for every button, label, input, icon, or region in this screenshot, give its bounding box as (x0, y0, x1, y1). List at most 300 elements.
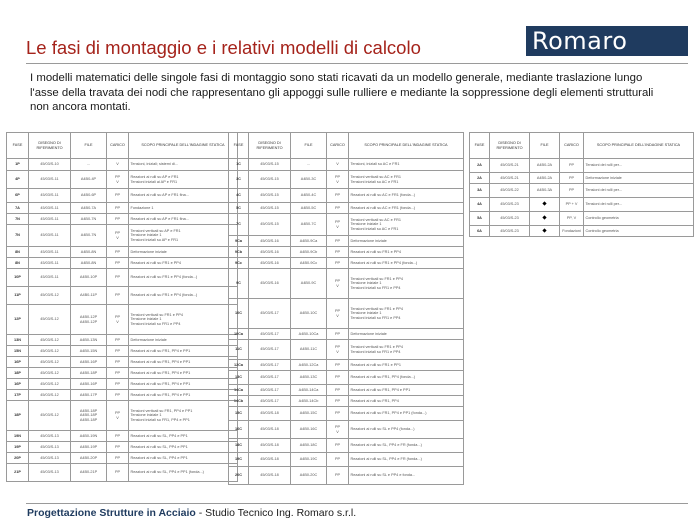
table-row (7, 269, 238, 287)
cell-drawing: 45/03/S-13 (29, 464, 71, 482)
cell-file: A4B0-10C (291, 299, 327, 329)
cell-purpose: Tensioni dei rulli per... (584, 184, 694, 198)
cell-drawing: 45/03/S-12 (29, 335, 71, 346)
table-row (7, 335, 238, 346)
cell-drawing: 45/03/S-12 (29, 357, 71, 368)
header-file: FILE (291, 133, 327, 159)
cell-purpose: Tensioni dei rulli per... (584, 159, 694, 173)
cell-drawing: 45/03/S-12 (29, 346, 71, 357)
cell-load: PP (327, 439, 349, 453)
cell-fase: 11C (229, 340, 249, 360)
table-row (7, 442, 238, 453)
cell-purpose: Tensioni verticali su AP e FR1 Tensione iniziale 1 Tensioni iniziali su AP e FR1 (129, 225, 238, 247)
table-row (229, 340, 464, 360)
cell-purpose: Reazioni ai rulli su FR1, PP4 e PP1 (349, 385, 464, 396)
cell-load: PP (327, 189, 349, 203)
cell-drawing: 45/03/S-17 (249, 340, 291, 360)
cell-file: A4B0-10Ca (291, 329, 327, 340)
cell-fase: 19C (229, 453, 249, 467)
cell-purpose: Deformazione iniziale (129, 247, 238, 258)
cell-purpose: Reazioni ai rulli su FR1, PP4 e PP1 (129, 346, 238, 357)
cell-file: A4B0-11C (291, 340, 327, 360)
cell-load: PP (107, 357, 129, 368)
table-row (229, 171, 464, 189)
cell-file: A4B0-3A (530, 184, 560, 198)
cell-load: PP V (327, 340, 349, 360)
cell-file: A4B0-2A (530, 159, 560, 173)
cell-purpose: Reazioni ai rulli su SL, PP4 e PP1 (129, 442, 238, 453)
header-fase: FASE (229, 133, 249, 159)
table-header-row (470, 133, 694, 159)
cell-drawing: 45/03/S-13 (29, 442, 71, 453)
cell-drawing: 45/03/S-11 (29, 269, 71, 287)
cell-file: ... (291, 159, 327, 171)
cell-drawing: 45/03/S-13 (29, 453, 71, 464)
table-row (229, 258, 464, 269)
cell-file: A4B0-19N (71, 431, 107, 442)
cell-purpose: Tensioni, iniziali su AC e FR1 (349, 159, 464, 171)
cell-load: PP V (327, 421, 349, 439)
cell-load: PP (327, 467, 349, 485)
page-title: Le fasi di montaggio e i relativi modelli di calcolo (26, 37, 421, 58)
cell-drawing: 45/03/S-11 (29, 258, 71, 269)
cell-load: PP (107, 379, 129, 390)
cell-purpose: Reazioni ai rulli su AC e FR1 (fonda...) (349, 203, 464, 214)
cell-load: PP (107, 346, 129, 357)
cell-file: A4B0-4P (71, 171, 107, 189)
header-fase: FASE (7, 133, 29, 159)
cell-fase: 13C (229, 371, 249, 385)
cell-load: PP (327, 396, 349, 407)
table-row (7, 390, 238, 401)
cell-file: A4B0-16P (71, 357, 107, 368)
cell-file: A4B0-15C (291, 407, 327, 421)
cell-fase: 15C (229, 407, 249, 421)
footer-title: Progettazione Strutture in Acciaio (27, 507, 196, 519)
table-row (229, 421, 464, 439)
cell-drawing: 45/03/S-23 (490, 226, 530, 237)
cell-purpose: Reazioni ai rulli su SL, PP4 e FR (fonda...) (349, 453, 464, 467)
table-row (7, 225, 238, 247)
table-row (229, 159, 464, 171)
cell-fase: 20P (7, 453, 29, 464)
cell-load: PP V (327, 299, 349, 329)
cell-file (530, 212, 560, 226)
cell-drawing: 45/03/S-17 (249, 329, 291, 340)
cell-load: PP V (107, 401, 129, 431)
cell-load: PP V (107, 225, 129, 247)
header-purpose: SCOPO PRINCIPALE DELL'INDAGINE STATICA (129, 133, 238, 159)
table-row (7, 189, 238, 203)
cell-fase: 5C (229, 203, 249, 214)
cell-purpose: Reazioni ai rulli su FR1, PP4 (fonda...) (349, 371, 464, 385)
cell-fase: 7C (229, 214, 249, 236)
cell-fase: 4P (7, 171, 29, 189)
cell-fase: 2A (470, 173, 490, 184)
header-drawing: DISEGNO DI RIFERIMENTO (249, 133, 291, 159)
cell-file: A4B0-15N (71, 346, 107, 357)
table-row (7, 247, 238, 258)
cell-load: PP (327, 371, 349, 385)
table-row (7, 171, 238, 189)
cell-load: PP (107, 203, 129, 214)
cell-drawing: 45/03/S-12 (29, 390, 71, 401)
cell-fase: 9C (229, 269, 249, 299)
header-load: CARICO (107, 133, 129, 159)
cell-fase: 13N (7, 335, 29, 346)
cell-load: PP (327, 247, 349, 258)
cell-purpose: Reazioni ai rulli su FR1, PP4 e PP1 (129, 368, 238, 379)
cell-load: PP (107, 453, 129, 464)
cell-file: A4B0-18C (291, 439, 327, 453)
cell-purpose: Tensioni verticali su FR1 e PP4 Tensioni iniziali su FR1 e PP4 (349, 340, 464, 360)
footer-divider (26, 503, 688, 504)
cell-drawing: 45/03/S-22 (490, 184, 530, 198)
cell-fase: 17P (7, 390, 29, 401)
diamond-icon (542, 228, 546, 232)
cell-purpose: Reazioni ai rulli su AC e FR1 (fonda...) (349, 189, 464, 203)
header-drawing: DISEGNO DI RIFERIMENTO (490, 133, 530, 159)
cell-load: PP (327, 385, 349, 396)
cell-drawing: 45/03/S-18 (249, 453, 291, 467)
cell-purpose: Reazioni ai rulli su FR1, PP4 e PP1 (129, 390, 238, 401)
table-row (7, 464, 238, 482)
cell-load: PP (327, 453, 349, 467)
cell-purpose: Reazioni ai rulli su FR1, PP4 (349, 396, 464, 407)
cell-load: PP V (327, 171, 349, 189)
table-row (229, 329, 464, 340)
cell-file: A4B0-19C (291, 453, 327, 467)
cell-load: PP (560, 184, 584, 198)
cell-drawing: 45/03/S-16 (249, 247, 291, 258)
company-logo (526, 26, 688, 56)
cell-drawing: 45/03/S-21 (490, 173, 530, 184)
cell-load: PP (327, 360, 349, 371)
cell-fase: 4A (470, 198, 490, 212)
cell-load: Fondazioni (560, 226, 584, 237)
cell-fase: 14Ca (229, 385, 249, 396)
cell-file: A4B0-9Ca (291, 236, 327, 247)
cell-fase: 5A (470, 212, 490, 226)
cell-load: PP (560, 173, 584, 184)
cell-drawing: 45/03/S-15 (249, 189, 291, 203)
cell-purpose: Reazioni ai rulli su FR1 e PP4 (349, 247, 464, 258)
table-row (229, 236, 464, 247)
footer (27, 507, 356, 519)
cell-drawing: 45/03/S-11 (29, 203, 71, 214)
cell-file: A4B0-19P (71, 442, 107, 453)
cell-fase: 7N (7, 225, 29, 247)
table-row (470, 212, 694, 226)
cell-purpose: Reazioni ai rulli su FR1 e PP4 (fonda...) (129, 269, 238, 287)
cell-load: PP (107, 258, 129, 269)
cell-purpose: Controllo geometria (584, 212, 694, 226)
cell-purpose: Fondazione 1 (129, 203, 238, 214)
cell-drawing: 45/03/S-16 (249, 258, 291, 269)
cell-file: A4B0-9Cb (291, 247, 327, 258)
cell-purpose: Reazioni ai rulli su FR1 e PP4 (129, 258, 238, 269)
cell-drawing: 45/03/S-15 (249, 203, 291, 214)
table-row (7, 453, 238, 464)
table-row (470, 159, 694, 173)
cell-file: A4B0-2A (530, 173, 560, 184)
cell-drawing: 45/03/S-17 (249, 396, 291, 407)
cell-file (530, 226, 560, 237)
cell-drawing: 45/03/S-11 (29, 171, 71, 189)
table-row (7, 401, 238, 431)
table-row (229, 360, 464, 371)
cell-fase: 21P (7, 464, 29, 482)
cell-load: PP (107, 189, 129, 203)
cell-load: PP (107, 287, 129, 305)
table-row (229, 203, 464, 214)
cell-purpose: Tensioni verticali su FR1 e PP4 Tensione iniziale 1 Tensioni iniziali su FR1 e PP4 (349, 299, 464, 329)
cell-drawing: 45/03/S-16 (249, 269, 291, 299)
intro-paragraph: I modelli matematici delle singole fasi di montaggio sono stati ricavati da un modello generale, mediante traslazione lungo l'asse della travata dei nodi che rappresentano gli appoggi sulle rulliere e mediante la soppressione degli elementi strutturali non ancora montati. (30, 72, 654, 113)
header-load: CARICO (560, 133, 584, 159)
cell-purpose: Tensioni verticali su FR1, PP4 e PP1 Tensione iniziale 1 Tensioni iniziali su FR1, PP4 e PP1 (129, 401, 238, 431)
table-row (7, 214, 238, 225)
table-row (229, 439, 464, 453)
table-row (470, 173, 694, 184)
table-row (470, 184, 694, 198)
cell-file: A4B0-10P (71, 269, 107, 287)
cell-file: A4B0-13N (71, 335, 107, 346)
cell-drawing: 45/03/S-18 (249, 421, 291, 439)
table-row (7, 368, 238, 379)
cell-purpose: Reazioni ai rulli su SL e PP4 (fonda...) (349, 421, 464, 439)
cell-drawing: 45/03/S-12 (29, 379, 71, 390)
cell-fase: 8N (7, 258, 29, 269)
header-file: FILE (530, 133, 560, 159)
cell-purpose: Deformazione iniziale (349, 329, 464, 340)
cell-load: V (107, 159, 129, 171)
cell-fase: 7A (7, 203, 29, 214)
header-fase: FASE (470, 133, 490, 159)
cell-file: ... (71, 159, 107, 171)
table-row (229, 385, 464, 396)
cell-drawing: 45/03/S-17 (249, 371, 291, 385)
table-row (229, 247, 464, 258)
table-row (229, 467, 464, 485)
header-drawing: DISEGNO DI RIFERIMENTO (29, 133, 71, 159)
cell-fase: 1C (229, 159, 249, 171)
table-header-row (7, 133, 238, 159)
table-row (229, 396, 464, 407)
cell-drawing: 45/03/S-17 (249, 299, 291, 329)
cell-fase: 1P (7, 159, 29, 171)
table-row (7, 258, 238, 269)
cell-fase: 18C (229, 439, 249, 453)
table-row (7, 305, 238, 335)
cell-load: PP (327, 407, 349, 421)
cell-file: A4B0-6P (71, 189, 107, 203)
header-load: CARICO (327, 133, 349, 159)
cell-load: PP (107, 247, 129, 258)
cell-purpose: Reazioni ai rulli su SL e PP4 e fonda... (349, 467, 464, 485)
cell-purpose: Reazioni ai rulli su SL, PP4 e FR (fonda...) (349, 439, 464, 453)
cell-fase: 14Cb (229, 396, 249, 407)
cell-purpose: Reazioni ai rulli su SL, PP4 e PP1 (129, 453, 238, 464)
cell-purpose: Reazioni ai rulli su FR1, PP4 e PP1 (129, 357, 238, 368)
cell-purpose: Tensioni, iniziali; sistemi di... (129, 159, 238, 171)
cell-drawing: 45/03/S-18 (249, 467, 291, 485)
cell-purpose: Reazioni ai rulli su FR1, PP4 e PP1 (129, 379, 238, 390)
cell-purpose: Reazioni ai rulli su AP e FR1 fina... (129, 214, 238, 225)
cell-file: A4B0-9C (291, 269, 327, 299)
table-row (7, 431, 238, 442)
cell-drawing: 45/03/S-13 (29, 431, 71, 442)
cell-file: A4B0-21P (71, 464, 107, 482)
table-row (470, 198, 694, 212)
cell-load: PP + V (560, 198, 584, 212)
cell-load: PP (107, 335, 129, 346)
table-row (229, 407, 464, 421)
cell-fase: 10C (229, 299, 249, 329)
cell-fase: 6P (7, 189, 29, 203)
cell-file: A4B0-3C (291, 171, 327, 189)
table-row (7, 159, 238, 171)
cell-drawing: 45/03/S-21 (490, 159, 530, 173)
cell-file: A4B0-20C (291, 467, 327, 485)
table-row (229, 214, 464, 236)
cell-load: PP (107, 431, 129, 442)
cell-fase: 9Cc (229, 258, 249, 269)
cell-fase: 18P (7, 401, 29, 431)
table-row (7, 346, 238, 357)
cell-purpose: Deformazione iniziale (584, 173, 694, 184)
table-row (7, 287, 238, 305)
cell-fase: 10Ca (229, 329, 249, 340)
cell-drawing: 45/03/S-15 (249, 214, 291, 236)
cell-purpose: Tensioni verticali su FR1 e PP4 Tensione iniziale 1 Tensioni iniziali su FR1 e PP4 (349, 269, 464, 299)
cell-file: A4B0-14Cb (291, 396, 327, 407)
table-row (229, 299, 464, 329)
cell-drawing: 45/03/S-23 (490, 198, 530, 212)
cell-drawing: 45/03/S-17 (249, 385, 291, 396)
title-divider (26, 63, 688, 64)
cell-purpose: Tensioni dei rulli per... (584, 198, 694, 212)
cell-fase: 3A (470, 184, 490, 198)
cell-load: PP (107, 368, 129, 379)
cell-fase: 2A (470, 159, 490, 173)
cell-drawing: 45/03/S-11 (29, 247, 71, 258)
cell-load: PP (107, 269, 129, 287)
table-row (229, 269, 464, 299)
cell-file: A4B0-11P (71, 287, 107, 305)
cell-drawing: 45/03/S-11 (29, 225, 71, 247)
cell-file: A4B0-16P (71, 379, 107, 390)
cell-fase: 11P (7, 287, 29, 305)
table-row (229, 189, 464, 203)
cell-purpose: Deformazione iniziale (349, 236, 464, 247)
cell-file: A4B0-7A (71, 203, 107, 214)
header-purpose: SCOPO PRINCIPALE DELL'INDAGINE STATICA (349, 133, 464, 159)
cell-file: A4B0-16C (291, 421, 327, 439)
cell-load: PP V (327, 214, 349, 236)
logo-text: Romaro (532, 27, 628, 55)
cell-fase: 19P (7, 442, 29, 453)
table-row (7, 357, 238, 368)
cell-file: A4B0-12Ca (291, 360, 327, 371)
cell-purpose: Tensioni verticali su AC e FR1 Tensione iniziale 1 Tensioni iniziali su AC e FR1 (349, 214, 464, 236)
table-row (7, 203, 238, 214)
cell-file: A4B0-20P (71, 453, 107, 464)
cell-fase: 6A (470, 226, 490, 237)
cell-fase: 12P (7, 305, 29, 335)
cell-drawing: 45/03/S-11 (29, 214, 71, 225)
cell-file: A4B0-17P (71, 390, 107, 401)
cell-fase: 15N (7, 346, 29, 357)
table-row (229, 371, 464, 385)
cell-drawing: 45/03/S-18 (249, 407, 291, 421)
cell-purpose: Reazioni ai rulli su FR1 e PP1 (349, 360, 464, 371)
cell-file: A4B0-18P (71, 368, 107, 379)
cell-file: A4B0-8N (71, 247, 107, 258)
diamond-icon (542, 216, 546, 220)
cell-purpose: Reazioni ai rulli su AP e FR1 fina... (129, 189, 238, 203)
table-phases-1 (6, 132, 238, 482)
cell-fase: 10P (7, 269, 29, 287)
table-row (7, 379, 238, 390)
cell-file: A4B0-4C (291, 189, 327, 203)
header-purpose: SCOPO PRINCIPALE DELL'INDAGINE STATICA (584, 133, 694, 159)
footer-studio: - Studio Tecnico Ing. Romaro s.r.l. (195, 507, 357, 519)
cell-load: PP (107, 442, 129, 453)
cell-purpose: Reazioni ai rulli su FR1, PP4 e PP1 (fonda...) (349, 407, 464, 421)
cell-file: A4B0-5C (291, 203, 327, 214)
cell-drawing: 45/03/S-12 (29, 368, 71, 379)
cell-drawing: 45/03/S-10 (29, 159, 71, 171)
table-row (470, 226, 694, 237)
cell-load: PP (327, 203, 349, 214)
cell-fase: 12Ca (229, 360, 249, 371)
cell-drawing: 45/03/S-17 (249, 360, 291, 371)
cell-load: PP (107, 464, 129, 482)
cell-drawing: 45/03/S-15 (249, 159, 291, 171)
cell-load: V (327, 159, 349, 171)
cell-drawing: 45/03/S-18 (249, 439, 291, 453)
cell-purpose: Reazioni ai rulli su SL, PP4 e PP1 (129, 431, 238, 442)
cell-fase: 3C (229, 171, 249, 189)
cell-load: PP (327, 329, 349, 340)
cell-purpose: Controllo geometria (584, 226, 694, 237)
cell-load: PP (560, 159, 584, 173)
cell-file: A4B0-14Ca (291, 385, 327, 396)
cell-file: A4B0-7C (291, 214, 327, 236)
cell-purpose: Reazioni ai rulli su AP e FR1 Tensioni iniziali ai AP e FR1 (129, 171, 238, 189)
cell-load: PP (327, 258, 349, 269)
cell-load: PP V (327, 269, 349, 299)
cell-drawing: 45/03/S-11 (29, 189, 71, 203)
cell-load: PP V (107, 171, 129, 189)
cell-file: A4B0-8N (71, 258, 107, 269)
cell-fase: 16P (7, 379, 29, 390)
cell-load: PP, V (560, 212, 584, 226)
header-file: FILE (71, 133, 107, 159)
cell-file: A4B0-18P A4B0-18P A4B0-18P (71, 401, 107, 431)
cell-drawing: 45/03/S-12 (29, 401, 71, 431)
cell-file: A4B0-7N (71, 225, 107, 247)
cell-purpose: Reazioni ai rulli su SL, PP4 e PP1 (fonda...) (129, 464, 238, 482)
cell-fase: 8N (7, 247, 29, 258)
cell-purpose: Reazioni ai rulli su FR1 e PP4 (fonda...) (129, 287, 238, 305)
cell-load: PP V (107, 305, 129, 335)
cell-drawing: 45/03/S-15 (249, 171, 291, 189)
table-phases-3 (469, 132, 694, 237)
cell-load: PP (107, 214, 129, 225)
cell-drawing: 45/03/S-16 (249, 236, 291, 247)
